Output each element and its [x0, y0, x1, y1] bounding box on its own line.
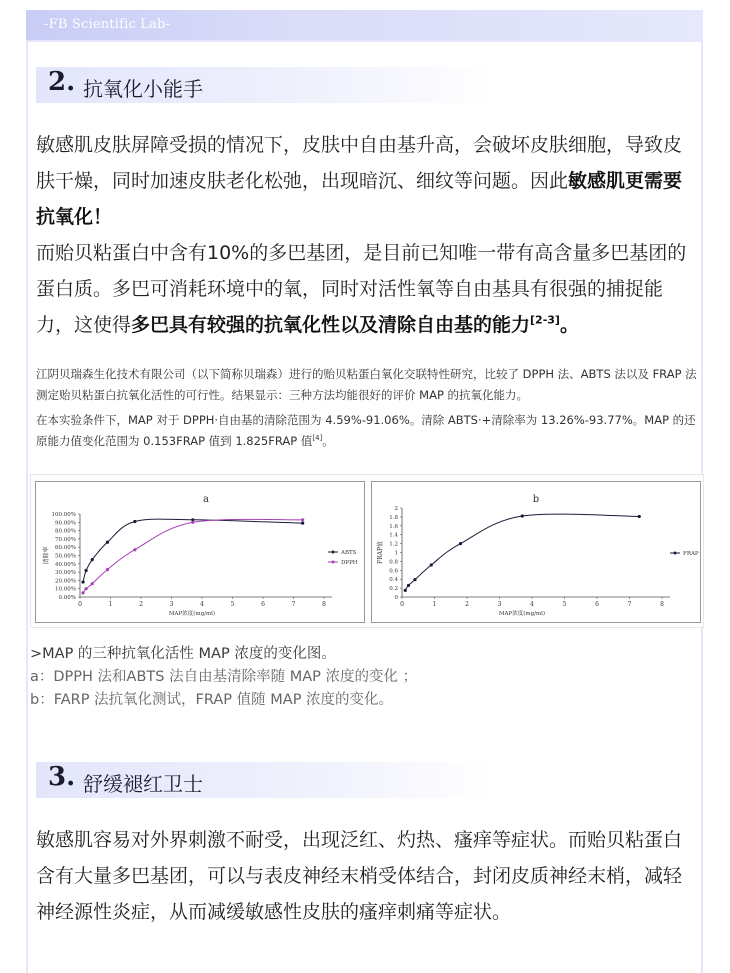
- top-banner: [26, 10, 703, 40]
- study-reference: [4]: [312, 434, 323, 443]
- chart-a-y-tick-label: 90.00%: [55, 520, 76, 527]
- chart-a-y-tick-label: 80.00%: [55, 528, 76, 535]
- section-3-title: 舒缓褪红卫士: [83, 772, 203, 796]
- section-2-paragraph-2: [36, 235, 700, 343]
- chart-a-legend-marker: [332, 561, 335, 564]
- figure-caption-a: a：DPPH 法和ABTS 法自由基清除率随 MAP 浓度的变化 ；: [30, 669, 418, 685]
- chart-b-x-tick-label: 3: [497, 601, 502, 608]
- chart-a-x-tick-label: 7: [291, 601, 296, 608]
- chart-a-series-line-abts: [83, 519, 303, 582]
- chart-a-data-point-dpph: [191, 521, 194, 524]
- chart-b-x-tick-label: 0: [400, 601, 404, 608]
- chart-b-data-point-frap: [413, 578, 416, 581]
- chart-a-x-tick-label: 6: [261, 601, 265, 608]
- chart-b: [372, 482, 702, 624]
- study-end: 。: [322, 434, 334, 448]
- chart-b-y-tick-label: 0.2: [389, 586, 398, 593]
- chart-b-x-tick-label: 8: [660, 601, 664, 608]
- chart-b-data-point-frap: [521, 514, 524, 517]
- chart-a-series-line-dpph: [83, 519, 303, 593]
- chart-a-y-tick-label: 60.00%: [55, 545, 76, 552]
- p2-end: 。: [559, 314, 579, 336]
- chart-b-legend-marker: [674, 552, 677, 555]
- section-2-paragraph-1: [36, 127, 700, 235]
- chart-b-x-label: MAP浓度(mg/ml): [498, 611, 546, 617]
- chart-a-x-tick-label: 1: [108, 601, 113, 608]
- chart-a-x-tick-label: 2: [139, 601, 143, 608]
- section-3-paragraph: 敏感肌容易对外界刺激不耐受，出现泛红、灼热、瘙痒等症状。而贻贝粘蛋白含有大量多巴基团，可以与表皮神经末梢受体结合，封闭皮质神经末梢，减轻神经源性炎症，从而减缓敏感性皮肤的瘙痒刺痛等症状。: [36, 829, 683, 923]
- chart-a-x-label: MAP浓度(mg/ml): [168, 611, 216, 617]
- chart-b-y-tick-label: 0.6: [389, 568, 398, 575]
- chart-a-legend-label: DPPH: [341, 560, 358, 566]
- chart-a: [36, 482, 366, 624]
- chart-a-data-point-abts: [85, 569, 88, 572]
- chart-a-data-point-dpph: [85, 587, 88, 590]
- section-3-number: 3.: [48, 762, 76, 792]
- p1-text: 敏感肌皮肤屏障受损的情况下，皮肤中自由基升高，会破坏皮肤细胞，导致皮肤干燥，同时加速皮肤老化松弛，出现暗沉、细纹等问题。因此: [36, 134, 683, 192]
- p2-text: 而贻贝粘蛋白中含有10%的多巴基团，是目前已知唯一带有高含量多巴基团的蛋白质。多巴可消耗环境中的氧，同时对活性氧等自由基具有很强的捕捉能力，这使得: [36, 242, 687, 336]
- chart-a-y-tick-label: 50.00%: [55, 553, 76, 560]
- chart-b-x-tick-label: 4: [530, 601, 534, 608]
- chart-b-data-point-frap: [430, 563, 433, 566]
- chart-a-title: a: [203, 494, 209, 505]
- p1-emphasis: 敏感肌更需要抗氧化！: [36, 170, 683, 228]
- chart-b-y-tick-label: 0.8: [389, 559, 398, 566]
- section-2-header: [36, 67, 496, 103]
- chart-a-y-tick-label: 10.00%: [55, 586, 76, 593]
- chart-a-data-point-abts: [91, 558, 94, 561]
- chart-a-data-point-dpph: [133, 548, 136, 551]
- chart-b-y-tick-label: 1.8: [389, 514, 398, 521]
- chart-a-x-tick-label: 8: [322, 601, 326, 608]
- study-paragraph-1: 江阴贝瑞森生化技术有限公司（以下简称贝瑞森）进行的贻贝粘蛋白氧化交联特性研究，比较了 DPPH 法、ABTS 法以及 FRAP 法测定贻贝粘蛋白抗氧化活性的可行性。结果显示：三种方法均能很好的评价 MAP 的抗氧化能力。: [36, 367, 697, 402]
- p2-emphasis: 多巴具有较强的抗氧化性以及清除自由基的能力: [131, 314, 531, 336]
- chart-a-data-point-abts: [81, 580, 84, 583]
- chart-b-data-point-frap: [638, 515, 641, 518]
- chart-a-y-label: 清除率: [43, 546, 50, 565]
- chart-a-data-point-abts: [133, 520, 136, 523]
- chart-a-data-point-dpph: [301, 518, 304, 521]
- chart-a-y-tick-label: 40.00%: [55, 561, 76, 568]
- chart-b-y-tick-label: 1.4: [389, 532, 398, 539]
- chart-b-legend-label: FRAP: [683, 551, 699, 557]
- chart-a-legend-marker: [332, 551, 335, 554]
- chart-b-y-tick-label: 2: [394, 506, 398, 512]
- chart-b-data-point-frap: [459, 542, 462, 545]
- chart-b-y-tick-label: 0.4: [389, 577, 398, 584]
- lab-name: -FB Scientific Lab-: [44, 17, 171, 32]
- chart-a-x-tick-label: 3: [169, 601, 174, 608]
- chart-a-data-point-abts: [301, 522, 304, 525]
- chart-b-y-tick-label: 1.2: [389, 541, 398, 548]
- figure-frame: [30, 474, 704, 628]
- chart-a-data-point-dpph: [106, 568, 109, 571]
- section-2-number: 2.: [48, 67, 76, 97]
- chart-a-data-point-dpph: [91, 582, 94, 585]
- figure-caption: >MAP 的三种抗氧化活性 MAP 浓度的变化图。: [30, 646, 336, 662]
- chart-b-x-tick-label: 5: [562, 601, 567, 608]
- chart-b-x-tick-label: 6: [595, 601, 599, 608]
- chart-b-series-line-frap: [405, 514, 639, 590]
- chart-a-x-tick-label: 5: [230, 601, 235, 608]
- chart-b-x-tick-label: 7: [627, 601, 632, 608]
- chart-a-x-tick-label: 0: [78, 601, 82, 608]
- chart-b-data-point-frap: [407, 584, 410, 587]
- chart-b-y-tick-label: 1: [394, 550, 398, 557]
- chart-a-y-tick-label: 100.00%: [51, 512, 76, 518]
- chart-a-y-tick-label: 20.00%: [55, 578, 76, 585]
- chart-b-y-tick-label: 1.6: [389, 523, 398, 530]
- chart-a-panel: [35, 481, 365, 623]
- study-text: 在本实验条件下，MAP 对于 DPPH·自由基的清除范围为 4.59%-91.06%。清除 ABTS·+清除率为 13.26%-93.77%。MAP 的还原能力值变化范围为 0.153FRAP 值到 1.825FRAP 值: [36, 413, 696, 448]
- chart-a-x-tick-label: 4: [200, 601, 204, 608]
- chart-b-y-tick-label: 0: [394, 595, 398, 601]
- chart-b-data-point-frap: [404, 589, 407, 592]
- chart-a-y-tick-label: 70.00%: [55, 536, 76, 543]
- chart-a-data-point-abts: [106, 541, 109, 544]
- chart-a-legend-label: ABTS: [341, 550, 357, 556]
- chart-a-y-tick-label: 30.00%: [55, 570, 76, 577]
- figure-caption-b: b：FARP 法抗氧化测试，FRAP 值随 MAP 浓度的变化。: [30, 692, 394, 708]
- section-2-title: 抗氧化小能手: [83, 77, 203, 101]
- chart-b-x-tick-label: 1: [432, 601, 437, 608]
- chart-b-panel: [371, 481, 701, 623]
- chart-b-title: b: [532, 494, 540, 505]
- chart-a-data-point-dpph: [81, 591, 84, 594]
- chart-b-y-label: FRAP值: [377, 540, 384, 565]
- chart-b-x-tick-label: 2: [465, 601, 469, 608]
- chart-a-y-tick-label: 0.00%: [58, 595, 76, 601]
- p2-reference: [2-3]: [530, 313, 560, 327]
- study-paragraph-2: [36, 410, 700, 452]
- section-3-header: [36, 762, 496, 798]
